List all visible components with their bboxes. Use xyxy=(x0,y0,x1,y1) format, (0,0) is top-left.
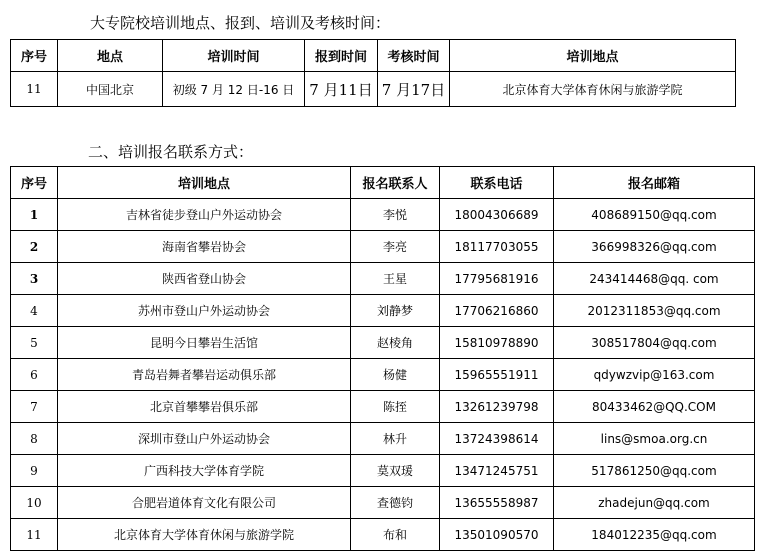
table-row xyxy=(11,72,736,107)
cell-phone: 13655558987 xyxy=(440,487,554,519)
cell-email: 408689150@qq.com xyxy=(554,199,755,231)
cell-contact: 林升 xyxy=(351,423,440,455)
cell-email: 243414468@qq. com xyxy=(554,263,755,295)
cell-no: 1 xyxy=(11,199,58,231)
table-row xyxy=(11,263,755,295)
cell-venue: 吉林省徒步登山户外运动协会 xyxy=(58,199,351,231)
cell-no: 2 xyxy=(11,231,58,263)
cell-phone: 13724398614 xyxy=(440,423,554,455)
table-row xyxy=(11,295,755,327)
cell-phone: 17706216860 xyxy=(440,295,554,327)
cell-no: 11 xyxy=(11,519,58,551)
cell-venue: 广西科技大学体育学院 xyxy=(58,455,351,487)
cell-contact: 赵棱角 xyxy=(351,327,440,359)
cell-venue: 北京体育大学体育休闲与旅游学院 xyxy=(58,519,351,551)
header-contact: 报名联系人 xyxy=(351,167,440,199)
cell-email: 308517804@qq.com xyxy=(554,327,755,359)
cell-email: 366998326@qq.com xyxy=(554,231,755,263)
header-exam-time: 考核时间 xyxy=(378,40,450,72)
cell-email: 517861250@qq.com xyxy=(554,455,755,487)
cell-contact: 陈挃 xyxy=(351,391,440,423)
cell-contact: 布和 xyxy=(351,519,440,551)
section2-heading: 二、培训报名联系方式： xyxy=(88,143,254,161)
cell-phone: 13501090570 xyxy=(440,519,554,551)
cell-no: 8 xyxy=(11,423,58,455)
cell-venue: 北京首攀攀岩俱乐部 xyxy=(58,391,351,423)
cell-no: 3 xyxy=(11,263,58,295)
cell-phone: 18117703055 xyxy=(440,231,554,263)
cell-no: 4 xyxy=(11,295,58,327)
header-checkin-time: 报到时间 xyxy=(305,40,378,72)
header-no: 序号 xyxy=(11,167,58,199)
table-row xyxy=(11,455,755,487)
cell-no: 10 xyxy=(11,487,58,519)
cell-venue: 苏州市登山户外运动协会 xyxy=(58,295,351,327)
cell-venue: 陕西省登山协会 xyxy=(58,263,351,295)
cell-phone: 15965551911 xyxy=(440,359,554,391)
cell-email: 80433462@QQ.COM xyxy=(554,391,755,423)
header-training-time: 培训时间 xyxy=(163,40,305,72)
cell-no: 7 xyxy=(11,391,58,423)
cell-venue: 深圳市登山户外运动协会 xyxy=(58,423,351,455)
cell-contact: 查德钧 xyxy=(351,487,440,519)
cell-email: 2012311853@qq.com xyxy=(554,295,755,327)
cell-contact: 李悦 xyxy=(351,199,440,231)
cell-no: 5 xyxy=(11,327,58,359)
table-row xyxy=(11,519,755,551)
table-row xyxy=(11,423,755,455)
registration-contacts-table xyxy=(10,166,755,551)
table-row xyxy=(11,391,755,423)
cell-training-time: 初级 7 月 12 日-16 日 xyxy=(163,72,305,107)
cell-contact: 王星 xyxy=(351,263,440,295)
cell-phone: 15810978890 xyxy=(440,327,554,359)
cell-email: lins@smoa.org.cn xyxy=(554,423,755,455)
cell-contact: 刘静梦 xyxy=(351,295,440,327)
cell-no: 9 xyxy=(11,455,58,487)
cell-venue: 合肥岩道体育文化有限公司 xyxy=(58,487,351,519)
cell-contact: 李亮 xyxy=(351,231,440,263)
cell-venue: 昆明今日攀岩生活馆 xyxy=(58,327,351,359)
training-schedule-table xyxy=(10,39,736,107)
cell-exam-time: 7 月17日 xyxy=(378,72,450,107)
cell-place: 中国北京 xyxy=(58,72,163,107)
header-no: 序号 xyxy=(11,40,58,72)
table-row xyxy=(11,487,755,519)
cell-phone: 17795681916 xyxy=(440,263,554,295)
section1-heading: 大专院校培训地点、报到、培训及考核时间： xyxy=(90,14,391,32)
header-venue: 培训地点 xyxy=(58,167,351,199)
cell-checkin-time: 7 月11日 xyxy=(305,72,378,107)
cell-venue: 海南省攀岩协会 xyxy=(58,231,351,263)
cell-no: 6 xyxy=(11,359,58,391)
cell-contact: 杨健 xyxy=(351,359,440,391)
table-row xyxy=(11,327,755,359)
cell-venue: 青岛岩舞者攀岩运动俱乐部 xyxy=(58,359,351,391)
cell-phone: 18004306689 xyxy=(440,199,554,231)
header-phone: 联系电话 xyxy=(440,167,554,199)
table-header-row xyxy=(11,40,736,72)
cell-email: 184012235@qq.com xyxy=(554,519,755,551)
table-row xyxy=(11,199,755,231)
cell-phone: 13261239798 xyxy=(440,391,554,423)
header-email: 报名邮箱 xyxy=(554,167,755,199)
table-header-row xyxy=(11,167,755,199)
table-row xyxy=(11,359,755,391)
cell-phone: 13471245751 xyxy=(440,455,554,487)
cell-email: zhadejun@qq.com xyxy=(554,487,755,519)
cell-venue: 北京体育大学体育休闲与旅游学院 xyxy=(450,72,736,107)
cell-email: qdywzvip@163.com xyxy=(554,359,755,391)
cell-no: 11 xyxy=(11,72,58,107)
table-row xyxy=(11,231,755,263)
header-place: 地点 xyxy=(58,40,163,72)
header-venue: 培训地点 xyxy=(450,40,736,72)
cell-contact: 莫双瑗 xyxy=(351,455,440,487)
